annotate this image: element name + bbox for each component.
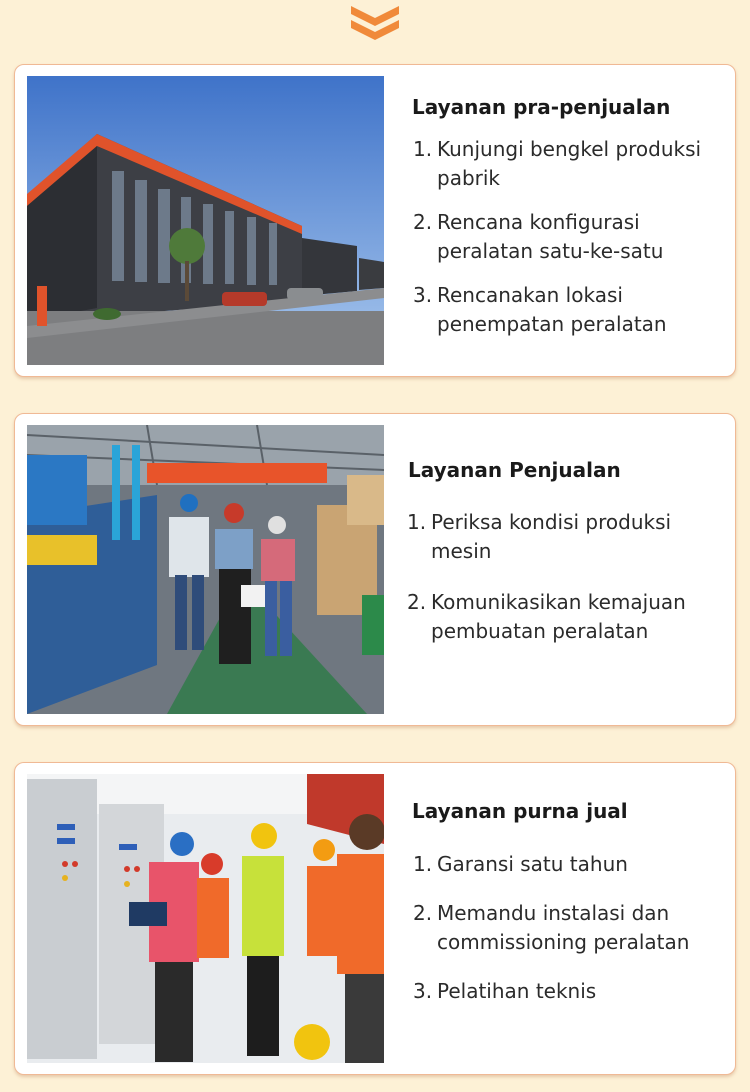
workshop-visit-photo: [27, 425, 384, 714]
section-title: Layanan pra-penjualan: [412, 95, 671, 119]
sales-service-card: [14, 413, 736, 726]
pre-sales-service-card: [14, 64, 736, 377]
list-item-text: Memandu instalasi dan commissioning peralatan: [437, 901, 690, 954]
double-chevron-down-icon: [349, 2, 401, 46]
list-item-text: Garansi satu tahun: [437, 852, 628, 876]
list-item: [413, 135, 723, 193]
factory-building-photo: [27, 76, 384, 365]
list-item-number: 2.: [413, 210, 433, 234]
list-item: [413, 850, 723, 879]
list-item-number: 1.: [413, 137, 433, 161]
list-item-number: 1.: [407, 510, 427, 534]
list-item: [413, 977, 723, 1006]
list-item-number: 2.: [413, 901, 433, 925]
list-item-number: 2.: [407, 590, 427, 614]
list-item: [407, 508, 717, 566]
list-item-text: Rencanakan lokasi penempatan peralatan: [437, 283, 667, 336]
list-item: [407, 588, 717, 646]
list-item: [413, 899, 723, 957]
control-panel-training-photo: [27, 774, 384, 1063]
section-title: Layanan Penjualan: [408, 458, 621, 482]
section-title: Layanan purna jual: [412, 799, 628, 823]
list-item-text: Pelatihan teknis: [437, 979, 597, 1003]
service-list: [413, 850, 723, 1026]
list-item-number: 3.: [413, 283, 433, 307]
list-item-text: Periksa kondisi produksi mesin: [431, 510, 672, 563]
list-item-text: Kunjungi bengkel produksi pabrik: [437, 137, 702, 190]
service-list: [407, 508, 717, 668]
list-item-number: 1.: [413, 852, 433, 876]
service-list: [413, 135, 723, 354]
list-item: [413, 208, 723, 266]
list-item: [413, 281, 723, 339]
list-item-text: Rencana konfigurasi peralatan satu-ke-satu: [437, 210, 664, 263]
list-item-number: 3.: [413, 979, 433, 1003]
after-sales-service-card: [14, 762, 736, 1075]
list-item-text: Komunikasikan kemajuan pembuatan peralatan: [431, 590, 686, 643]
